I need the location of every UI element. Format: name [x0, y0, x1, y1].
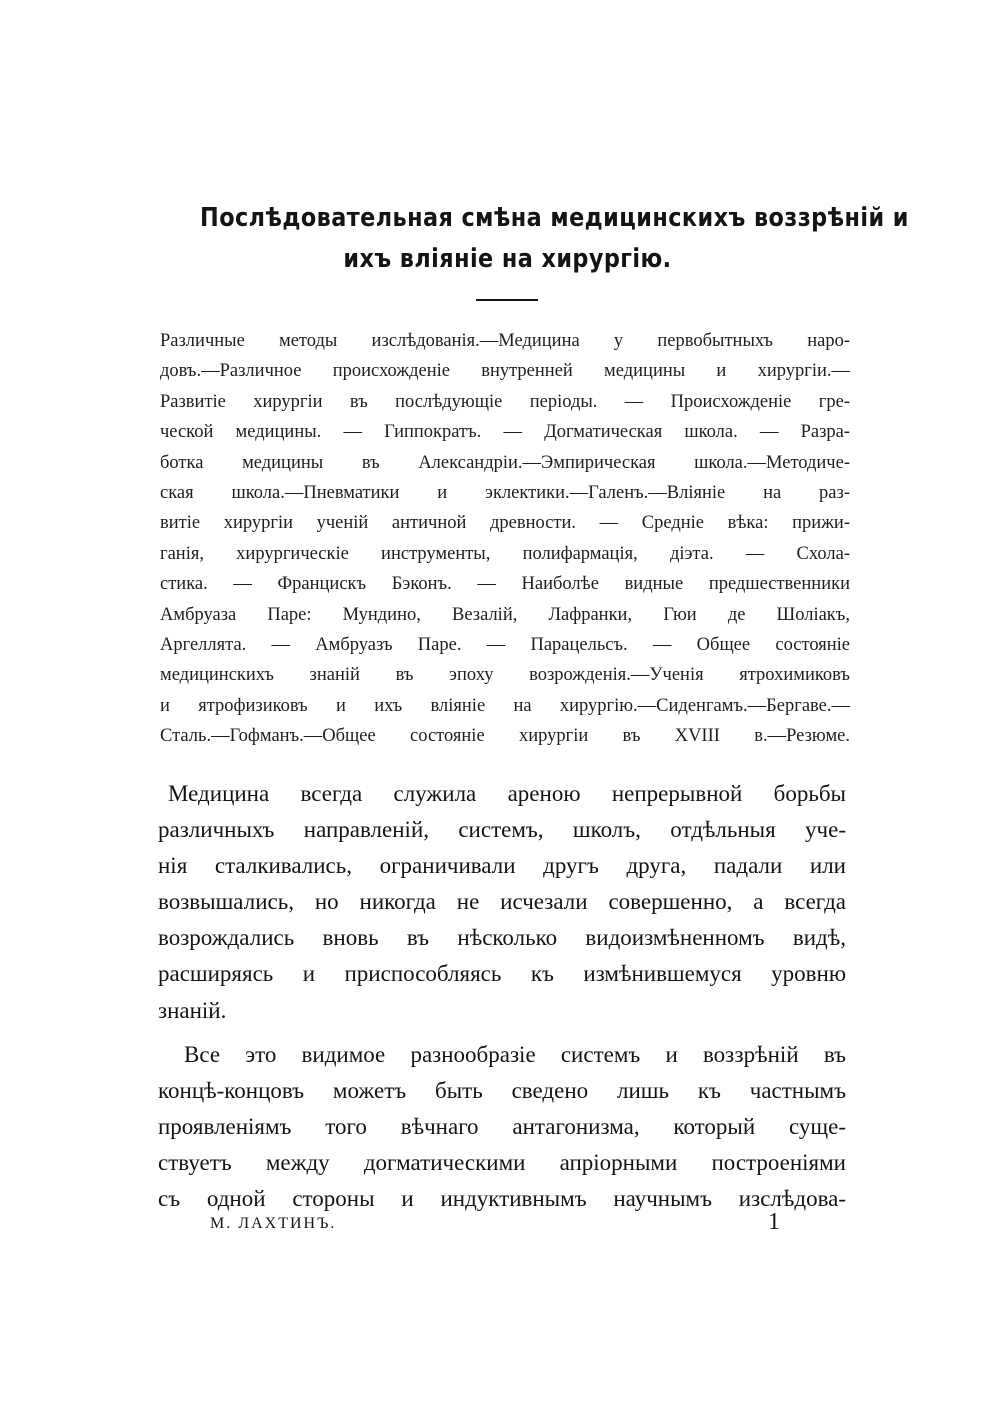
page-number: 1: [768, 1209, 780, 1235]
summary-line: Аргеллята. — Амбруазъ Паре. — Парацельсъ. — Общее состояніе: [160, 634, 850, 655]
body-line: возрождались вновь въ нѣсколько видоизмѣненномъ видѣ,: [158, 925, 846, 951]
body-line: съ одной стороны и индуктивнымъ научнымъ изслѣдова-: [158, 1186, 846, 1212]
title-divider: [476, 299, 538, 301]
body-line: ствуетъ между догматическими апріорными построеніями: [158, 1149, 846, 1175]
body-line: проявленіямъ того вѣчнаго антагонизма, который суще-: [158, 1113, 846, 1139]
summary-line: ская школа.—Пневматики и эклектики.—Галенъ.—Вліяніе на раз-: [160, 482, 850, 503]
chapter-title-line: Послѣдовательная смѣна медицинскихъ воззрѣній и: [200, 203, 909, 233]
chapter-title: [200, 198, 909, 280]
body-line: Все это видимое разнообразіе системъ и воззрѣній въ: [184, 1041, 846, 1067]
summary-line: медицинскихъ знаній въ эпоху возрожденія.—Ученія ятрохимиковъ: [160, 665, 850, 686]
chapter-summary: [160, 326, 850, 751]
body-line: расширяясь и приспособляясь къ измѣнившемуся уровню: [158, 961, 846, 987]
summary-line: довъ.—Различное происхожденіе внутренней медицины и хирургіи.—: [160, 361, 850, 382]
chapter-body: [158, 776, 846, 1217]
chapter-title-line: ихъ вліяніе на хирургію.: [343, 244, 672, 274]
summary-line: ботка медицины въ Александріи.—Эмпирическая школа.—Методиче-: [160, 452, 850, 473]
footer-author: М. ЛАХТИНЪ.: [210, 1215, 337, 1232]
body-line: возвышались, но никогда не исчезали совершенно, а всегда: [158, 889, 846, 915]
paragraph-2: [158, 1037, 846, 1217]
body-line: знаній.: [158, 997, 227, 1023]
summary-line: Развитіе хирургіи въ послѣдующіе періоды. — Происхожденіе гре-: [160, 391, 850, 412]
body-line: нія сталкивались, ограничивали другъ друга, падали или: [158, 853, 846, 879]
body-line: Медицина всегда служила ареною непрерывной борьбы: [168, 781, 846, 806]
body-line: концѣ-концовъ можетъ быть сведено лишь къ частнымъ: [158, 1077, 846, 1103]
summary-line: Амбруаза Паре: Мундино, Везалій, Лафранки, Гюи де Шоліакъ,: [160, 604, 850, 625]
summary-line: Различные методы изслѣдованія.—Медицина у первобытныхъ наро-: [160, 331, 850, 351]
summary-line: витіе хирургіи ученій античной древности. — Средніе вѣка: прижи-: [160, 513, 850, 534]
page-footer: [210, 1209, 780, 1241]
summary-line: ческой медицины. — Гиппократъ. — Догматическая школа. — Разра-: [160, 422, 850, 443]
paragraph-1: [158, 776, 846, 1029]
summary-line: стика. — Францискъ Бэконъ. — Наиболѣе видные предшественники: [160, 574, 850, 595]
summary-line: ганія, хирургическіе инструменты, полифармація, діэта. — Схола-: [160, 543, 850, 564]
body-line: различныхъ направленій, системъ, школъ, отдѣльныя уче-: [158, 817, 846, 843]
summary-line: Сталь.—Гофманъ.—Общее состояніе хирургіи въ XVIII в.—Резюме.: [160, 726, 850, 747]
summary-line: и ятрофизиковъ и ихъ вліяніе на хирургію.—Сиденгамъ.—Бергаве.—: [160, 695, 850, 716]
